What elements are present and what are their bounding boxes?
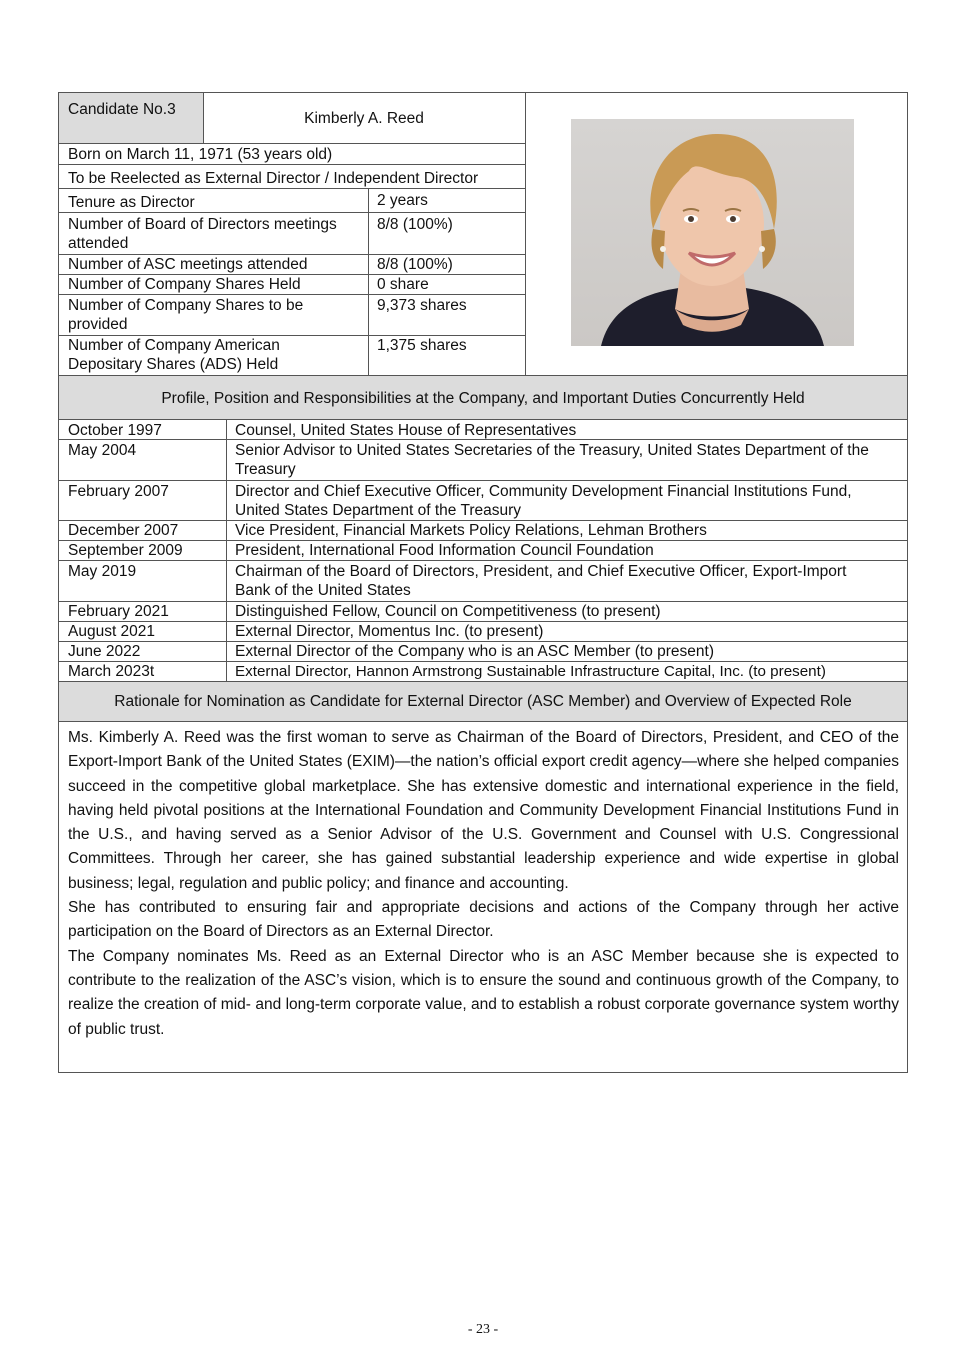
fact-label: Number of Company Shares Held [68, 276, 301, 293]
fact-label: Tenure as Director [68, 194, 195, 211]
reelection-status: To be Reelected as External Director / Independent Director [68, 170, 479, 187]
rationale-paragraph: Ms. Kimberly A. Reed was the first woman to serve as Chairman of the Board of Directors, President, and CEO of the Export-Import Bank of the United States (EXIM)—the nation’s official export credit agency—where she helped companies succeed in the competitive global marketplace. She has extensive domestic and international experience in the field, having held pivotal positions at the International Foundation and Community Development Financial Institutions Fund in the U.S., and having served as a Senior Advisor of the U.S. Government and Counsel with U.S. Congressional Committees. Through her career, she has gained substantial leadership experience and wide expertise in global business; legal, regulation and public policy; and finance and accounting. [68, 729, 899, 892]
fact-label: Number of Board of Directors meetings attended [68, 216, 337, 252]
career-date: May 2019 [68, 563, 137, 580]
career-date: September 2009 [68, 542, 183, 559]
fact-value: 1,375 shares [377, 337, 467, 354]
candidate-name: Kimberly A. Reed [304, 110, 424, 127]
career-desc: Distinguished Fellow, Council on Competitiveness (to present) [235, 603, 661, 620]
career-desc: Senior Advisor to United States Secretaries of the Treasury, United States Department of the Treasury [235, 442, 869, 478]
fact-value: 2 years [377, 192, 428, 209]
rationale-body [68, 726, 899, 1042]
birth-info: Born on March 11, 1971 (53 years old) [68, 146, 333, 163]
career-date: August 2021 [68, 623, 156, 640]
career-desc: Chairman of the Board of Directors, President, and Chief Executive Officer, Export-Import Bank of the United States [235, 563, 847, 599]
career-desc: Counsel, United States House of Representatives [235, 422, 577, 439]
fact-value: 9,373 shares [377, 297, 467, 314]
career-date: October 1997 [68, 422, 162, 439]
candidate-profile-table [58, 92, 908, 1073]
rationale-paragraph: She has contributed to ensuring fair and appropriate decisions and actions of the Company through her active participation on the Board of Directors as an External Director. [68, 899, 899, 941]
career-date: June 2022 [68, 643, 141, 660]
candidate-portrait [571, 119, 854, 346]
fact-value: 8/8 (100%) [377, 216, 453, 233]
career-desc: External Director, Hannon Armstrong Sustainable Infrastructure Capital, Inc. (to present) [235, 663, 826, 680]
fact-label: Number of Company American Depositary Shares (ADS) Held [68, 337, 280, 373]
rationale-paragraph: The Company nominates Ms. Reed as an External Director who is an ASC Member because she is expected to contribute to the realization of the ASC’s vision, which is to ensure the sound and continuous growth of the Company, to realize the creation of mid- and long-term corporate value, and to establish a robust corporate governance system worthy of public trust. [68, 947, 899, 1038]
fact-label: Number of Company Shares to be provided [68, 297, 304, 333]
career-date: February 2007 [68, 483, 169, 500]
career-desc: External Director of the Company who is an ASC Member (to present) [235, 643, 714, 660]
career-date: March 2023t [68, 663, 155, 680]
candidate-label: Candidate No.3 [68, 101, 176, 118]
fact-value: 0 share [377, 276, 429, 293]
fact-value: 8/8 (100%) [377, 256, 453, 273]
career-date: May 2004 [68, 442, 137, 459]
career-desc: President, International Food Information Council Foundation [235, 542, 654, 559]
career-date: February 2021 [68, 603, 169, 620]
career-desc: Vice President, Financial Markets Policy Relations, Lehman Brothers [235, 522, 707, 539]
career-desc: Director and Chief Executive Officer, Community Development Financial Institutions Fund, United States Department of the Treasury [235, 483, 852, 519]
fact-label: Number of ASC meetings attended [68, 256, 308, 273]
page-number: - 23 - [467, 1322, 499, 1337]
career-date: December 2007 [68, 522, 179, 539]
rationale-heading: Rationale for Nomination as Candidate for External Director (ASC Member) and Overview of Expected Role [114, 693, 852, 710]
profile-heading: Profile, Position and Responsibilities at the Company, and Important Duties Concurrently Held [161, 390, 805, 407]
career-desc: External Director, Momentus Inc. (to present) [235, 623, 544, 640]
